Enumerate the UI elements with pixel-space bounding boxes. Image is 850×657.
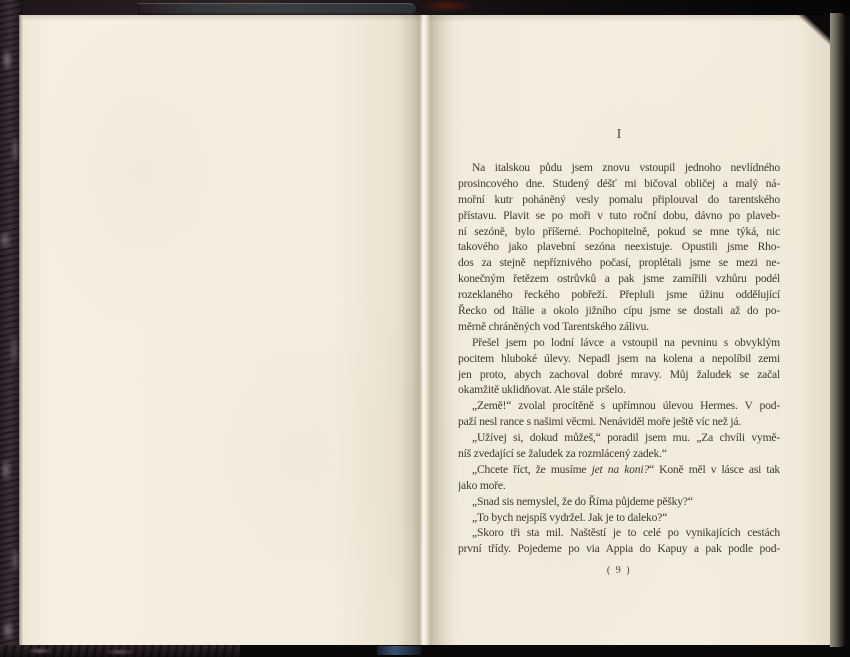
italic-phrase: jet na koni? bbox=[591, 462, 649, 476]
text-line: paží nesl rance s našimi věcmi. Nenáviděl moře ještě víc než já. bbox=[458, 415, 742, 429]
text-line: dos za stejně nepříznivého počasí, proplétali jsme se mezi ne- bbox=[458, 256, 780, 270]
text-line: jako moře. bbox=[458, 478, 506, 492]
text-line: Na italskou půdu jsem znovu vstoupil jednoho nevlídného bbox=[472, 161, 780, 174]
text-line: „To bych nejspíš vydržel. Jak je to daleko?“ bbox=[472, 510, 668, 524]
text-segment: „Chcete říct, že musíme bbox=[472, 462, 592, 476]
text-line: „Skoro tři sta mil. Naštěstí je to celé po vynikajících cestách bbox=[472, 526, 780, 540]
text-line: měrně chráněných vod Tarentského zálivu. bbox=[458, 319, 649, 333]
right-page bbox=[420, 15, 830, 645]
text-line: přístavu. Plavit se po moři v tuto roční dobu, dávno po plaveb- bbox=[458, 208, 780, 222]
text-line: konečným řetězem ostrůvků a pak jsme zamířili vzhůru podél bbox=[458, 272, 780, 286]
text-line: okamžitě uklidňovat. Ale stále pršelo. bbox=[458, 383, 626, 397]
text-line: pocitem hluboké úlevy. Nepadl jsem na kolena a nepolíbil zemi bbox=[458, 351, 780, 365]
text-line: Řecko od Itálie a okolo jižního cípu jsme se dostali až do po- bbox=[458, 304, 780, 318]
page-text-block bbox=[458, 160, 780, 557]
text-line: jen proto, abych zachoval dobré mravy. Můj žaludek se začal bbox=[458, 367, 780, 381]
page-number: ( 9 ) bbox=[606, 565, 632, 576]
text-line: prosincového dne. Studený déšť mi bičoval obličej a malý ná- bbox=[458, 176, 780, 190]
left-page-blank bbox=[23, 15, 420, 645]
text-line: „Užívej si, dokud můžeš,“ poradil jsem mu. „Za chvíli vymě- bbox=[472, 431, 780, 445]
text-segment: “ Koně měl v lásce asi tak bbox=[648, 462, 780, 476]
page-stack-edge-right bbox=[830, 13, 845, 647]
text-line: „Snad sis nemyslel, že do Říma půjdeme pěšky?“ bbox=[472, 494, 693, 508]
text-line: mořní kutr poháněný vesly pomalu připlouval do tarentského bbox=[458, 192, 780, 206]
book-cover-top-edge bbox=[0, 0, 850, 15]
text-line: Přešel jsem po lodní lávce a vstoupil na pevninu s obvyklým bbox=[472, 335, 780, 349]
text-line: „Země!“ zvolal procítěně s upřímnou úlevou Hermes. V pod- bbox=[472, 399, 780, 413]
book-cover-bottom-edge bbox=[0, 645, 240, 657]
text-line: níš zvedající se žaludek za rozmlácený zadek.“ bbox=[458, 447, 667, 461]
text-line: takového jako plavební sezóna neexistuje. Opustili jsme Rho- bbox=[458, 240, 780, 254]
cover-glint bbox=[377, 646, 421, 655]
chapter-heading: I bbox=[616, 126, 622, 141]
text-line: rozeklaného řeckého pobřeží. Přepluli jsme úžinu oddělující bbox=[458, 288, 780, 302]
text-line: ní sezóně, bylo příšerné. Pochopitelně, pokud se mne týká, nic bbox=[458, 224, 780, 238]
text-line: první třídy. Pojedeme po via Appia do Kapuy a pak podle pod- bbox=[458, 542, 780, 556]
text-line bbox=[458, 462, 780, 478]
